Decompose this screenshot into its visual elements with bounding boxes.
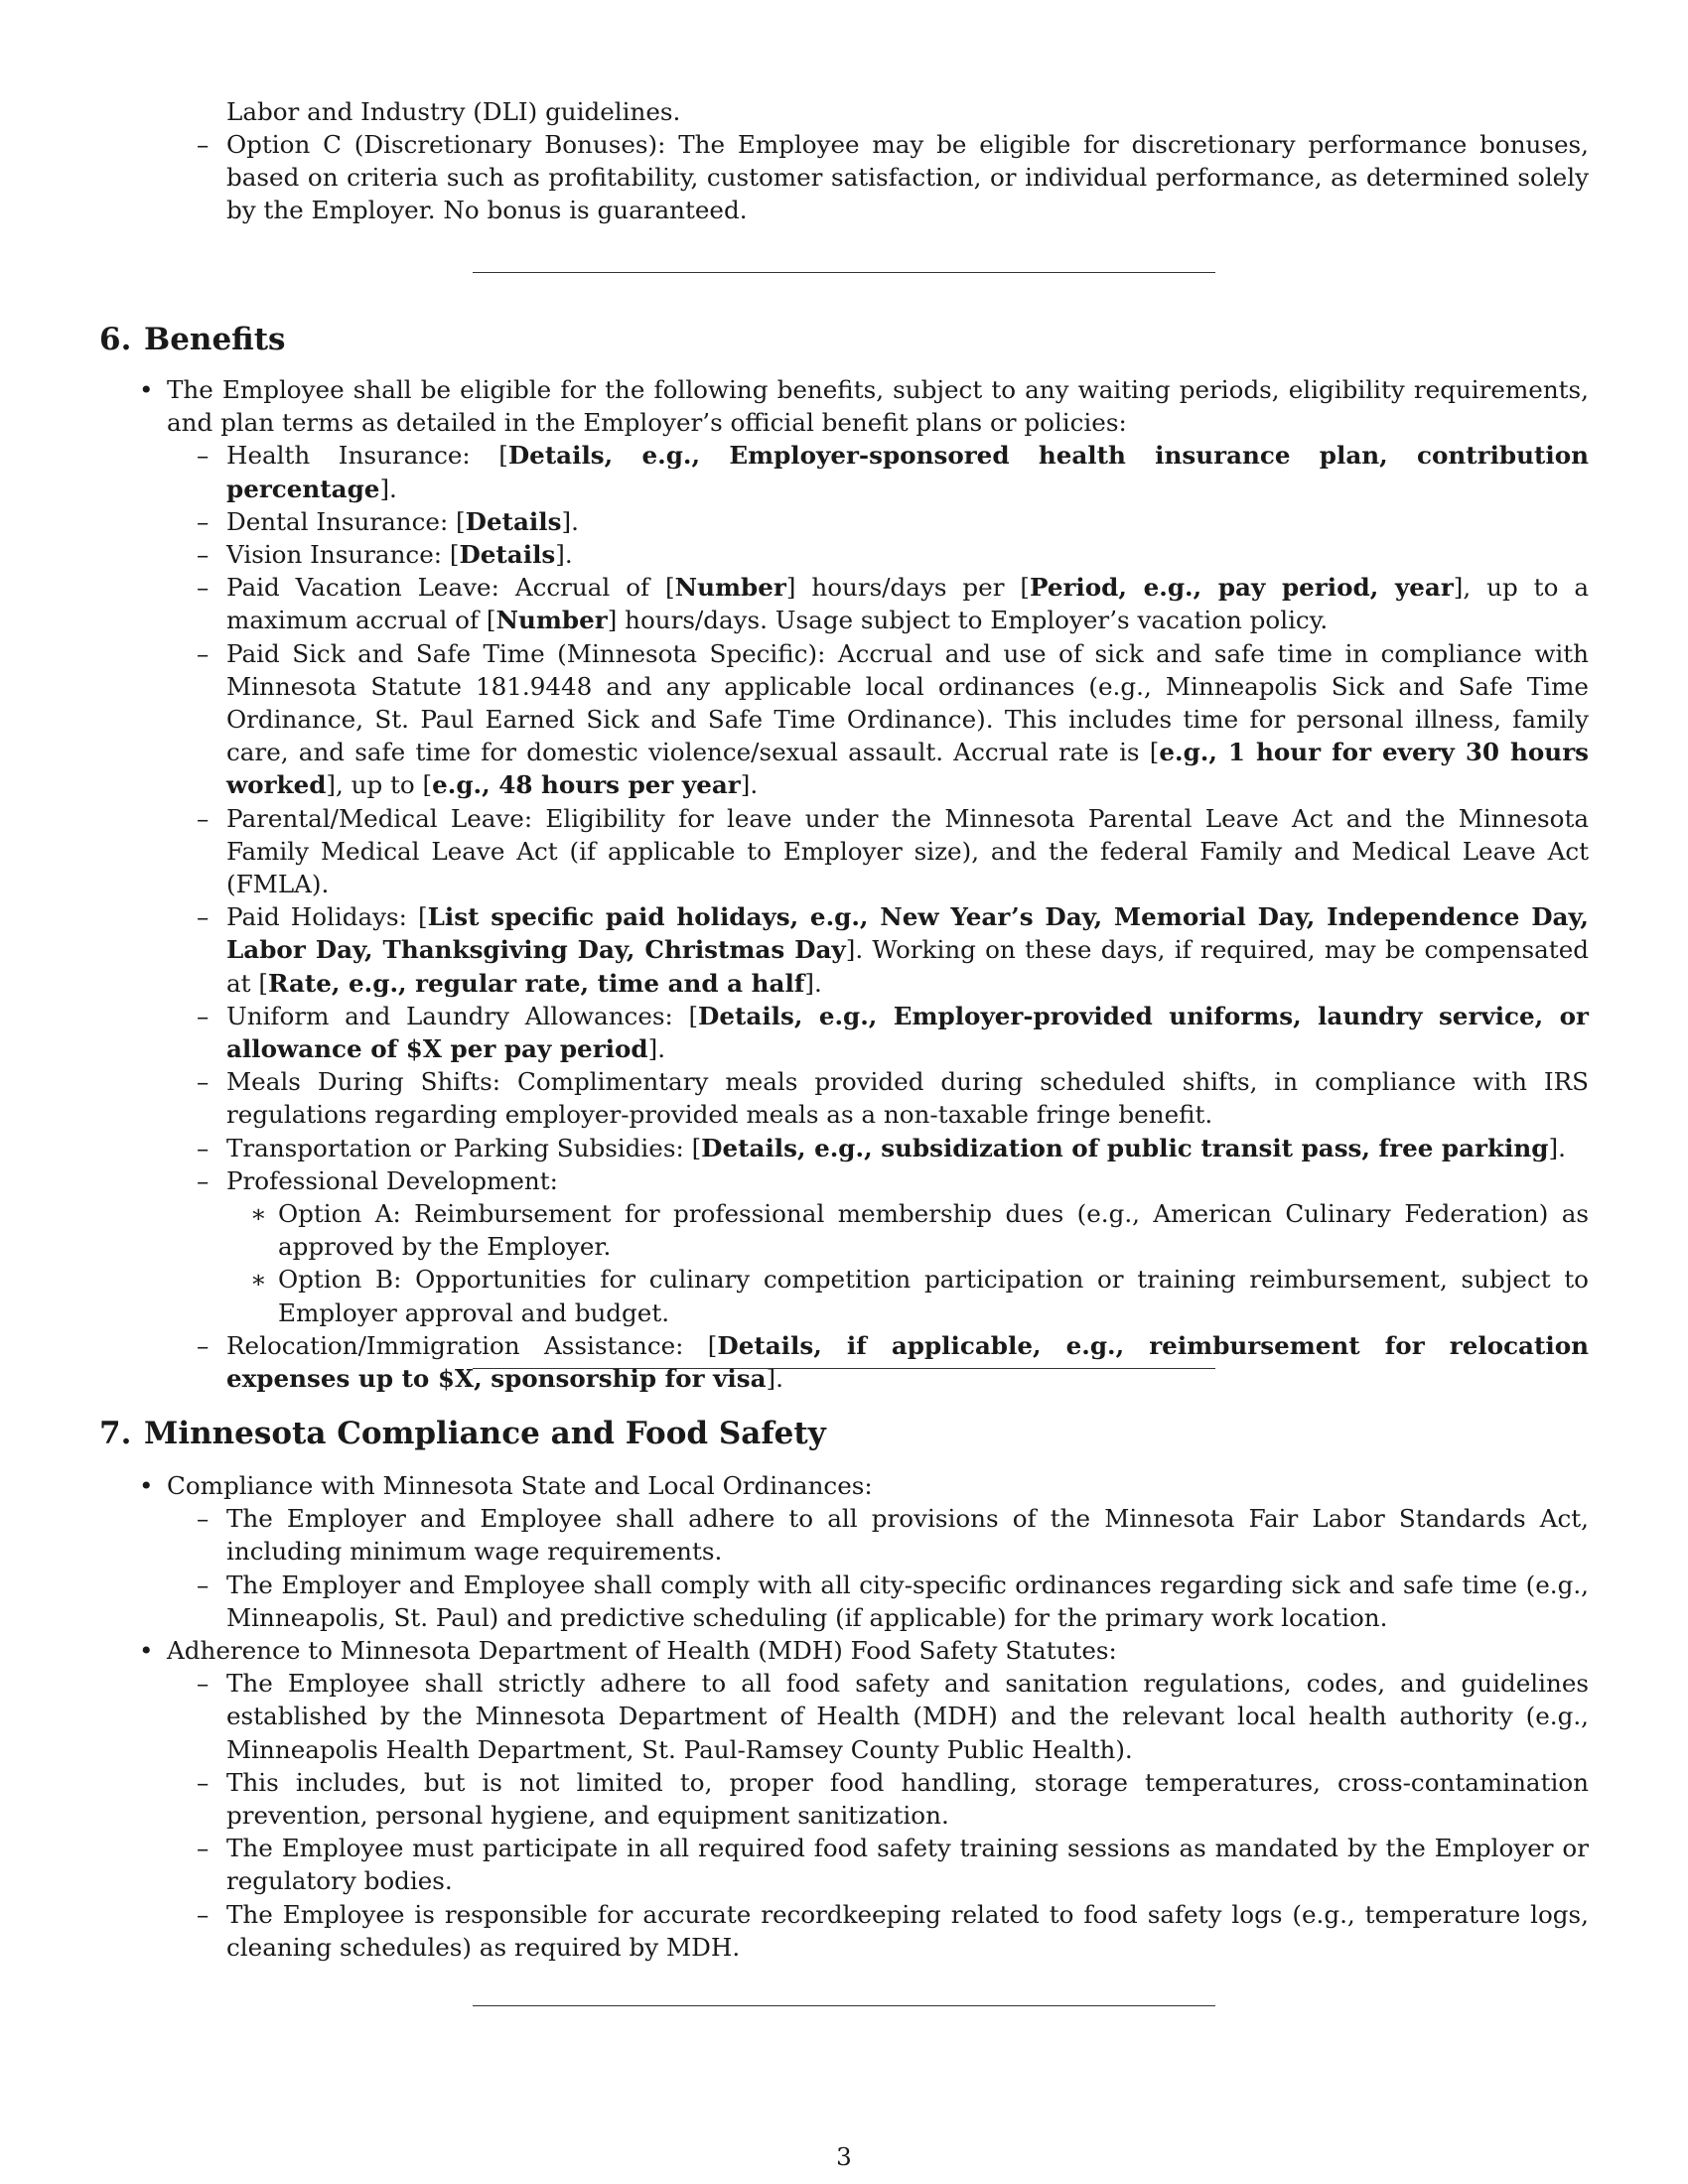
uniform-text-1: Uniform and Laundry Allowances: [ <box>226 1001 699 1030</box>
option-c-text: Option C (Discretionary Bonuses): The Employee may be eligible for discretionary performance bonuses, based on criteria such as profitability, customer satisfaction, or individual performance, as determined solely by the Employer. No bonus is guaranteed. <box>226 130 1589 225</box>
meals-text: Meals During Shifts: Complimentary meals provided during scheduled shifts, in compliance with IRS regulations regarding employer-provided meals as a non-taxable fringe benefit. <box>226 1067 1589 1130</box>
section-title: Benefits <box>144 322 286 357</box>
continued-line: Labor and Industry (DLI) guidelines. <box>226 97 681 126</box>
compliance-item-1-text: The Employer and Employee shall adhere to all provisions of the Minnesota Fair Labor Standards Act, including minimum wage requirements. <box>226 1504 1589 1567</box>
vacation-placeholder-1: Number <box>674 573 786 603</box>
section-6-heading <box>99 320 286 359</box>
food-safety-item-1 <box>197 1667 1589 1766</box>
dental-insurance-item <box>197 505 1589 538</box>
holidays-text-1: Paid Holidays: [ <box>226 902 428 932</box>
food-safety-item-4-text: The Employee is responsible for accurate recordkeeping related to food safety logs (e.g., temperature logs, cleaning schedules) as required by MDH. <box>226 1899 1589 1962</box>
prof-option-a-text: Option A: Reimbursement for professional membership dues (e.g., American Culinary Federation) as approved by the Employer. <box>278 1199 1589 1262</box>
health-end: ]. <box>379 474 397 503</box>
reloc-placeholder-1: Details, if applicable, e.g., reimbursement for relocation expenses up to $X, sponsorship for visa <box>226 1330 1589 1394</box>
dash-marker: – <box>197 638 210 668</box>
dash-marker: – <box>197 902 210 932</box>
prof-option-a-item <box>250 1197 1589 1263</box>
section-divider <box>473 1368 1215 1369</box>
dash-marker: – <box>197 506 210 536</box>
dash-marker: – <box>197 1669 210 1699</box>
food-safety-item-4 <box>197 1898 1589 1964</box>
health-placeholder: Details, e.g., Employer-sponsored health insurance plan, contribution percentage <box>226 441 1589 503</box>
vision-label: Vision Insurance: [ <box>226 540 460 570</box>
section-number: 7. <box>99 1416 132 1451</box>
health-insurance-item <box>197 439 1589 504</box>
prof-option-b-item <box>250 1263 1589 1328</box>
benefits-list <box>197 439 1589 1395</box>
dash-marker: – <box>197 1899 210 1929</box>
sick-text-1: Paid Sick and Safe Time (Minnesota Specific): Accrual and use of sick and safe time in compliance with Minnesota Statute 181.9448 and any applicable local ordinances (e.g., Minneapolis Sick and Safe Time Ordinance, St. Paul Earned Sick and Safe Time Ordinance). This includes time for personal illness, family care, and safe time for domestic violence/sexual assault. Accrual rate is [ <box>226 638 1589 767</box>
vision-insurance-item <box>197 538 1589 571</box>
holidays-text-3: ]. <box>804 968 822 998</box>
holidays-placeholder-1: List specific paid holidays, e.g., New Year’s Day, Memorial Day, Independence Day, Labor Day, Thanksgiving Day, Christmas Day <box>226 902 1589 965</box>
dash-marker: – <box>197 1834 210 1863</box>
professional-development-item <box>197 1164 1589 1197</box>
compliance-bullet-text: Compliance with Minnesota State and Local Ordinances: <box>167 1471 873 1500</box>
bullet-marker: • <box>139 375 154 404</box>
vacation-placeholder-3: Number <box>495 606 608 635</box>
sick-text-3: ]. <box>740 770 759 800</box>
food-safety-item-2 <box>197 1766 1589 1832</box>
dash-marker: – <box>197 1067 210 1097</box>
section-divider <box>473 2005 1215 2006</box>
relocation-item <box>197 1329 1589 1395</box>
compliance-item-1 <box>197 1502 1589 1568</box>
prof-dev-text: Professional Development: <box>226 1165 558 1195</box>
compliance-list <box>197 1502 1589 1634</box>
section-7-heading <box>99 1414 826 1453</box>
reloc-text-1: Relocation/Immigration Assistance: [ <box>226 1330 718 1360</box>
vision-placeholder: Details <box>459 540 556 570</box>
star-marker: ∗ <box>250 1199 267 1229</box>
dash-marker: – <box>197 1767 210 1797</box>
parental-leave-item <box>197 802 1589 901</box>
section-number: 6. <box>99 322 132 357</box>
star-marker: ∗ <box>250 1265 267 1295</box>
meals-item <box>197 1065 1589 1131</box>
section-7-body <box>139 1469 1589 1964</box>
benefits-intro-text: The Employee shall be eligible for the following benefits, subject to any waiting periods, eligibility requirements, and plan terms as detailed in the Employer’s official benefit plans or policies: <box>167 375 1589 438</box>
option-c-item <box>197 128 1589 227</box>
holidays-placeholder-2: Rate, e.g., regular rate, time and a half <box>267 968 805 998</box>
transportation-item <box>197 1132 1589 1164</box>
vacation-placeholder-2: Period, e.g., pay period, year <box>1030 573 1454 603</box>
bullet-marker: • <box>139 1636 154 1666</box>
dash-marker: – <box>197 1133 210 1162</box>
vacation-leave-item <box>197 571 1589 636</box>
section-title: Minnesota Compliance and Food Safety <box>144 1416 826 1451</box>
page-number: 3 <box>836 2142 852 2171</box>
health-label: Health Insurance: [ <box>226 441 508 471</box>
vacation-text-4: ] hours/days. Usage subject to Employer’s vacation policy. <box>607 606 1329 635</box>
prof-dev-options <box>250 1197 1589 1329</box>
food-safety-bullet-text: Adherence to Minnesota Department of Health (MDH) Food Safety Statutes: <box>167 1636 1117 1666</box>
vacation-text-1: Paid Vacation Leave: Accrual of [ <box>226 573 675 603</box>
transport-placeholder-1: Details, e.g., subsidization of public transit pass, free parking <box>701 1133 1549 1162</box>
prof-option-b-text: Option B: Opportunities for culinary competition participation or training reimbursement, subject to Employer approval and budget. <box>278 1265 1589 1327</box>
vacation-text-3: ], up to a maximum accrual of [ <box>226 573 1589 635</box>
paid-holidays-item <box>197 900 1589 1000</box>
uniform-placeholder-1: Details, e.g., Employer-provided uniforms, laundry service, or allowance of $X per pay period <box>226 1001 1589 1064</box>
dash-marker: – <box>197 803 210 833</box>
reloc-text-2: ]. <box>766 1364 783 1394</box>
food-safety-item-2-text: This includes, but is not limited to, proper food handling, storage temperatures, cross-contamination prevention, personal hygiene, and equipment sanitization. <box>226 1767 1589 1831</box>
transport-text-2: ]. <box>1548 1133 1566 1162</box>
vacation-text-2: ] hours/days per [ <box>785 573 1030 603</box>
sick-safe-time-item <box>197 637 1589 802</box>
sick-placeholder-1: e.g., 1 hour for every 30 hours worked <box>226 738 1589 800</box>
benefits-intro-bullet <box>139 373 1589 439</box>
compliance-bullet <box>139 1469 1589 1502</box>
compliance-item-2 <box>197 1569 1589 1634</box>
section-6-body <box>139 373 1589 1395</box>
food-safety-list <box>197 1667 1589 1964</box>
dental-end: ]. <box>561 506 579 536</box>
food-safety-item-3 <box>197 1832 1589 1897</box>
uniform-allowance-item <box>197 1000 1589 1065</box>
dash-marker: – <box>197 1165 210 1195</box>
bullet-marker: • <box>139 1471 154 1500</box>
section-divider <box>473 272 1215 273</box>
dash-marker: – <box>197 1001 210 1030</box>
sick-placeholder-2: e.g., 48 hours per year <box>432 770 741 800</box>
food-safety-item-1-text: The Employee shall strictly adhere to all food safety and sanitation regulations, codes, and guidelines established by the Minnesota Department of Health (MDH) and the relevant local health authority (e.g., Minneapolis Health Department, St. Paul-Ramsey County Public Health). <box>226 1669 1589 1764</box>
dash-marker: – <box>197 1570 210 1599</box>
holidays-text-2: ]. Working on these days, if required, may be compensated at [ <box>226 935 1589 998</box>
uniform-text-2: ]. <box>647 1034 666 1064</box>
dental-label: Dental Insurance: [ <box>226 506 466 536</box>
compliance-item-2-text: The Employer and Employee shall comply with all city-specific ordinances regarding sick and safe time (e.g., Minneapolis, St. Paul) and predictive scheduling (if applicable) for the primary work location. <box>226 1570 1589 1632</box>
vision-end: ]. <box>555 540 573 570</box>
dash-marker: – <box>197 573 210 603</box>
sick-text-2: ], up to [ <box>326 770 433 800</box>
dental-placeholder: Details <box>465 506 562 536</box>
transport-text-1: Transportation or Parking Subsidies: [ <box>226 1133 702 1162</box>
food-safety-bullet <box>139 1634 1589 1667</box>
parental-text: Parental/Medical Leave: Eligibility for leave under the Minnesota Parental Leave Act and the Minnesota Family Medical Leave Act (if applicable to Employer size), and the federal Family and Medical Leave Act (FMLA). <box>226 803 1589 899</box>
food-safety-item-3-text: The Employee must participate in all required food safety training sessions as mandated by the Employer or regulatory bodies. <box>226 1834 1589 1896</box>
dash-marker: – <box>197 1330 210 1360</box>
dash-marker: – <box>197 441 210 471</box>
dash-marker: – <box>197 1504 210 1534</box>
dash-marker: – <box>197 130 210 159</box>
dash-marker: – <box>197 540 210 570</box>
